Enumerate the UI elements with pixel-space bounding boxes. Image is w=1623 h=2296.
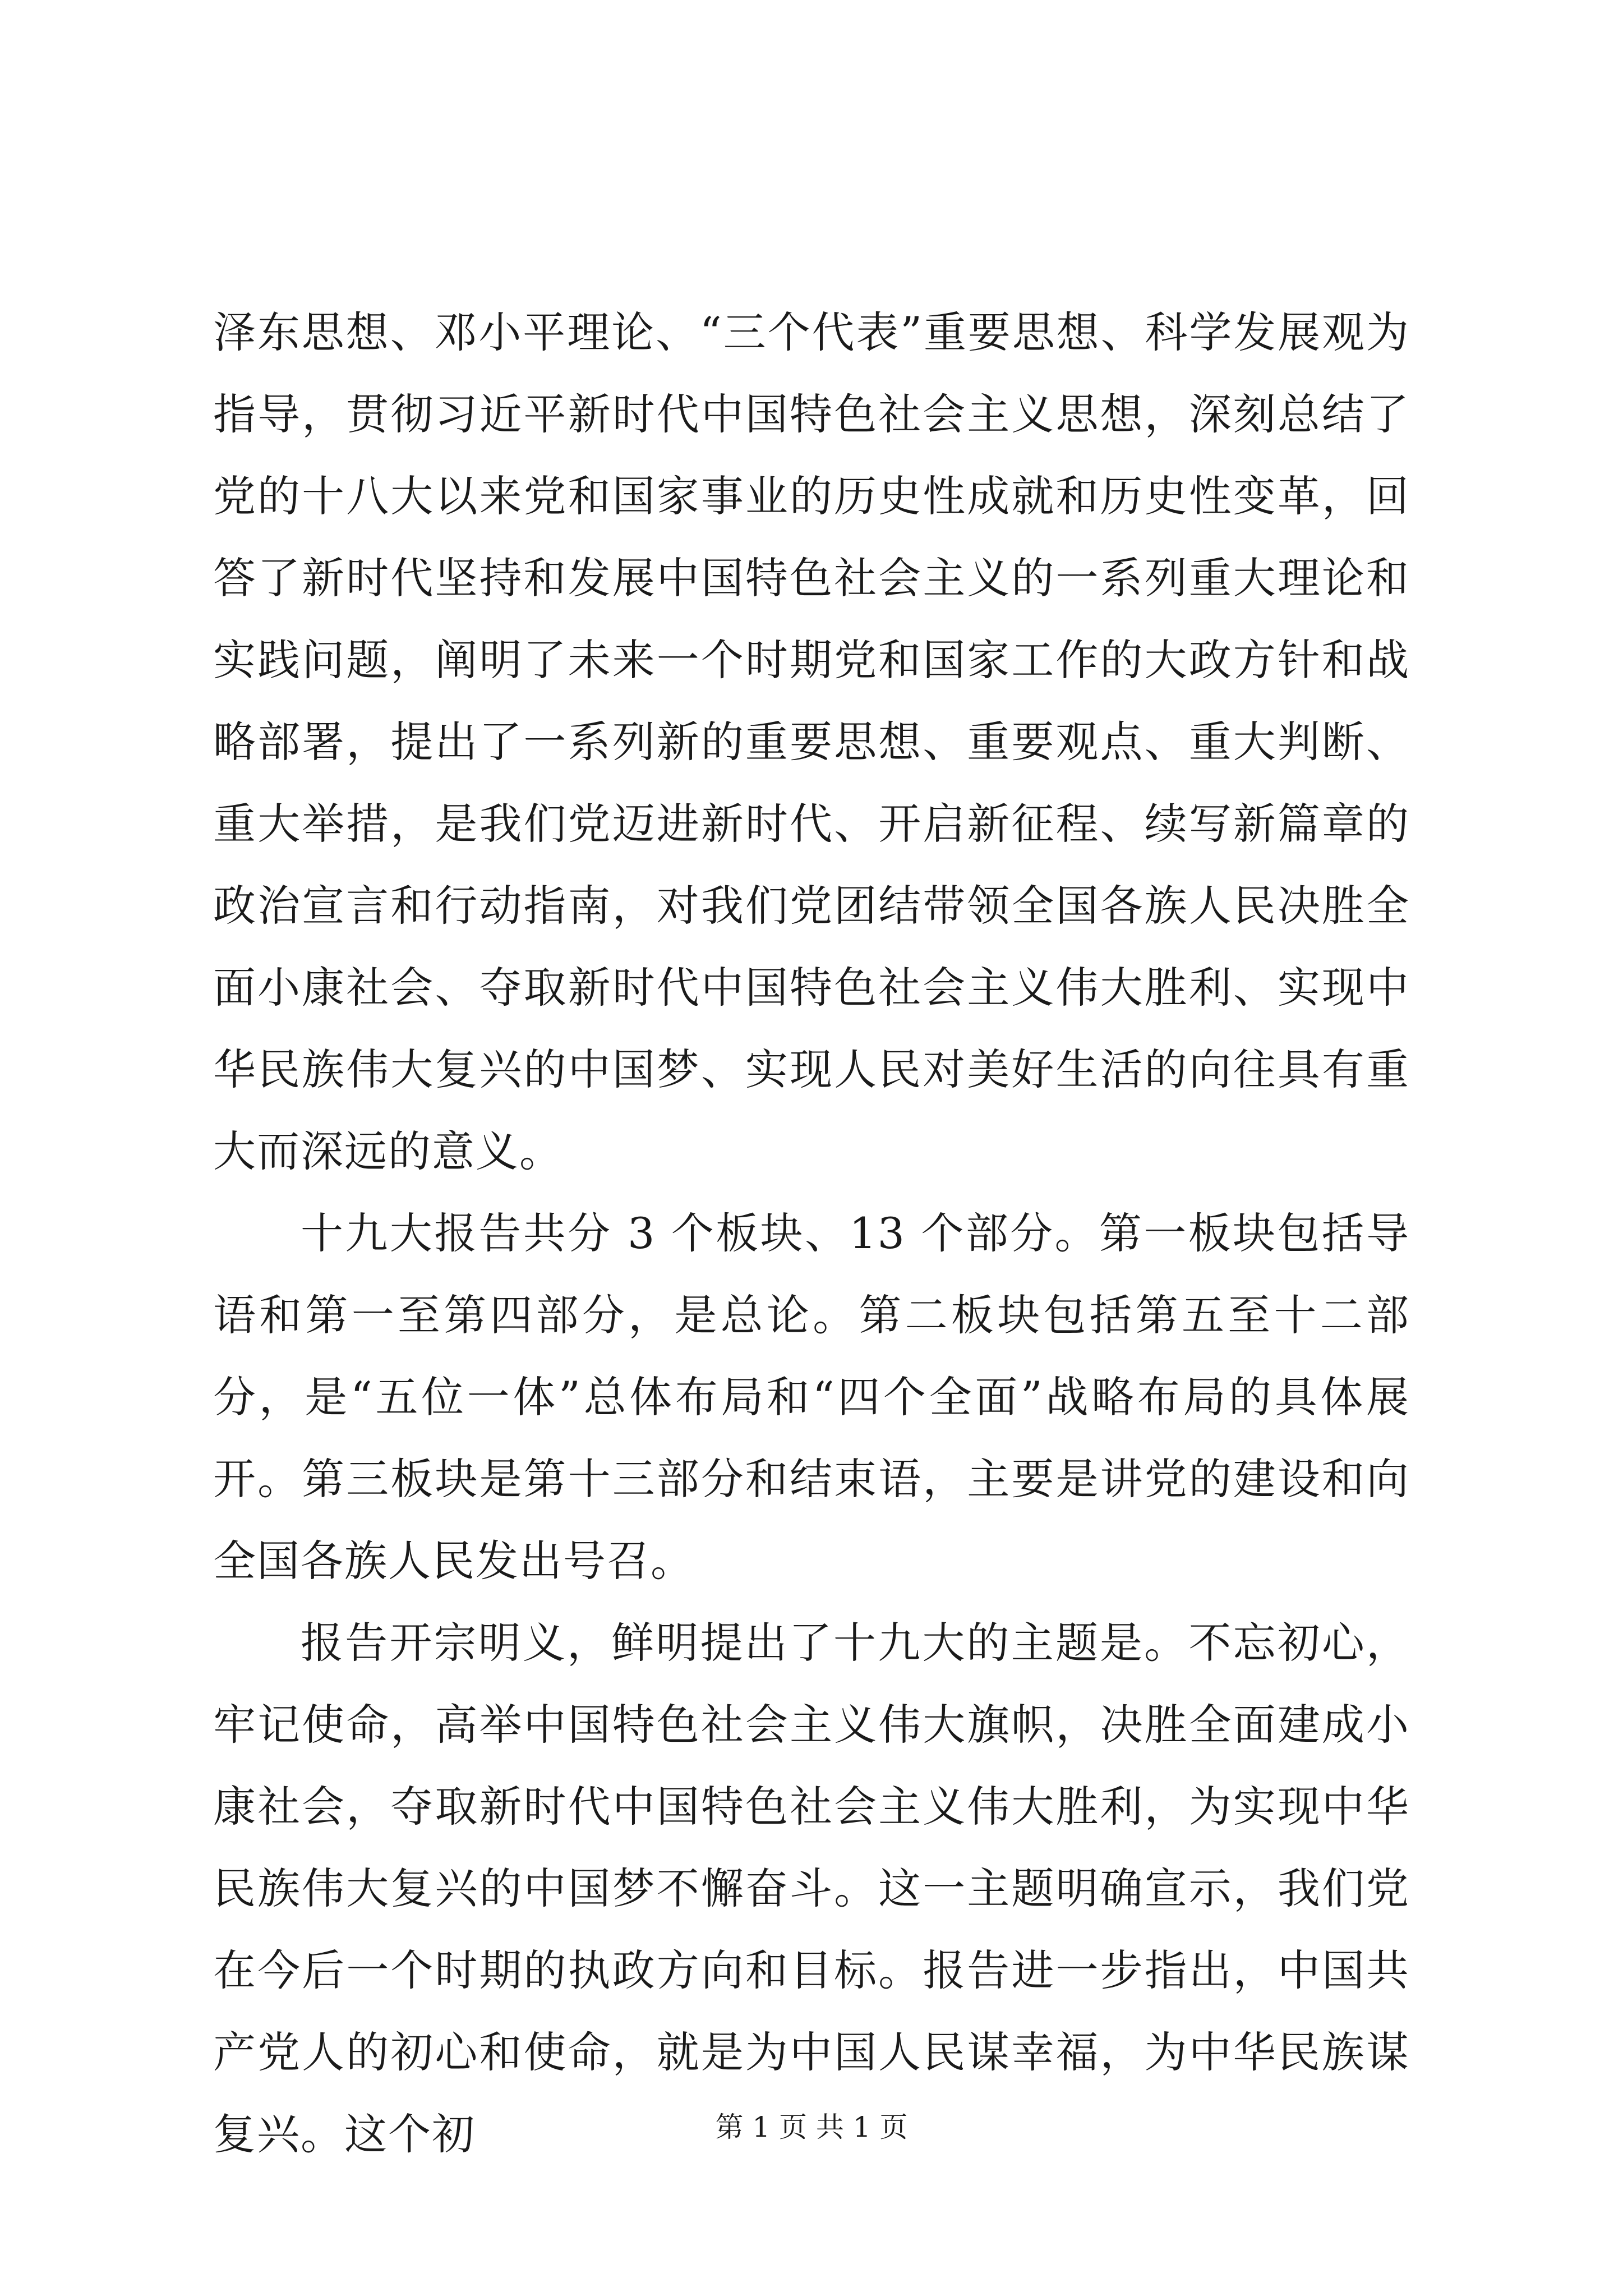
paragraph-report-theme: 报告开宗明义，鲜明提出了十九大的主题是。不忘初心，牢记使命，高举中国特色社会主义伟大旗帜，决胜全面建成小康社会，夺取新时代中国特色社会主义伟大胜利，为实现中华民族伟大复兴的中国梦不懈奋斗。这一主题明确宣示，我们党在今后一个时期的执政方向和目标。报告进一步指出，中国共产党人的初心和使命，就是为中国人民谋幸福，为中华民族谋复兴。这个初 (213, 1618, 1410, 2159)
page-footer: 第 1 页 共 1 页 (715, 2111, 908, 2143)
document-body (213, 292, 1410, 2175)
paragraph-report-structure: 十九大报告共分 3 个板块、13 个部分。第一板块包括导语和第一至第四部分，是总论。第二板块包括第五至十二部分，是“五位一体”总体布局和“四个全面”战略布局的具体展开。第三板块是第十三部分和结束语，主要是讲党的建设和向全国各族人民发出号召。 (213, 1208, 1410, 1586)
paragraph-continuation: 泽东思想、邓小平理论、“三个代表”重要思想、科学发展观为指导，贯彻习近平新时代中国特色社会主义思想，深刻总结了党的十八大以来党和国家事业的历史性成就和历史性变革，回答了新时代坚持和发展中国特色社会主义的一系列重大理论和实践问题，阐明了未来一个时期党和国家工作的大政方针和战略部署，提出了一系列新的重要思想、重要观点、重大判断、重大举措，是我们党迈进新时代、开启新征程、续写新篇章的政治宣言和行动指南，对我们党团结带领全国各族人民决胜全面小康社会、夺取新时代中国特色社会主义伟大胜利、实现中华民族伟大复兴的中国梦、实现人民对美好生活的向往具有重大而深远的意义。 (213, 307, 1410, 1176)
